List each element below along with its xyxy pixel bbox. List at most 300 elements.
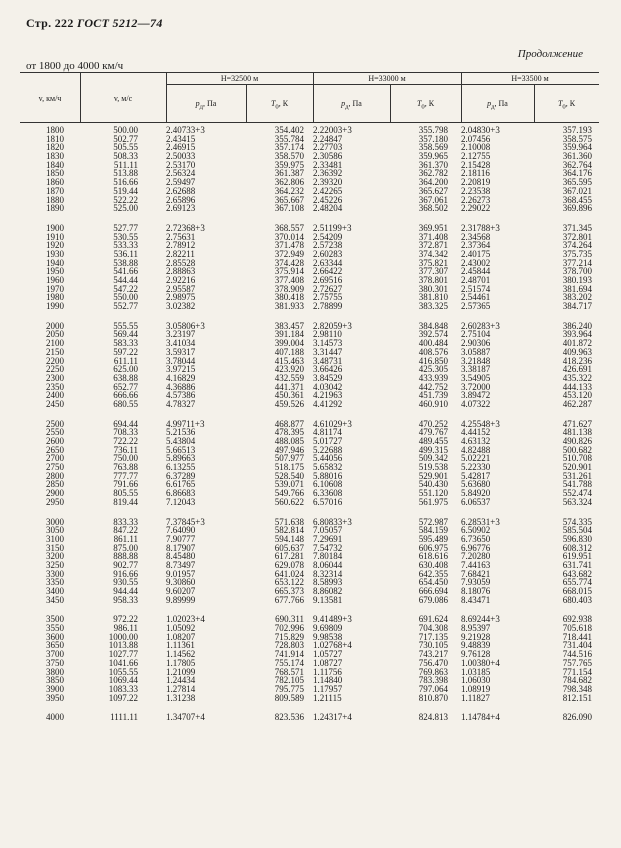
temperature-h1-cell: 768.571 xyxy=(274,666,304,677)
speed-ms-cell: 552.77 xyxy=(113,301,138,312)
speed-ms-cell: 972.22 xyxy=(113,614,138,625)
speed-ms-cell: 944.44 xyxy=(113,586,138,596)
speed-kmh-cell: 3650 xyxy=(46,640,64,651)
table-row xyxy=(20,518,599,527)
pressure-h3-cell: 2.29022 xyxy=(461,203,491,214)
pressure-h1-cell: 6.61765 xyxy=(166,479,196,490)
temperature-h1-cell: 378.909 xyxy=(274,283,304,294)
pressure-h1-cell: 2.53170 xyxy=(166,159,196,170)
speed-ms-cell: 547.22 xyxy=(113,283,138,294)
pressure-h1-cell: 4.16829 xyxy=(166,372,196,383)
speed-ms-cell: 1055.55 xyxy=(108,666,138,677)
speed-ms-cell: 680.55 xyxy=(113,398,138,409)
pressure-h1-cell: 1.08207 xyxy=(166,631,196,642)
table-row xyxy=(20,348,599,357)
table-row xyxy=(20,196,599,205)
pressure-h2-cell: 9.13581 xyxy=(313,594,343,605)
pressure-h3-cell: 2.40175 xyxy=(461,248,491,259)
temperature-h1-cell: 354.402 xyxy=(274,125,304,135)
pressure-h3-cell: 9.76128 xyxy=(461,649,491,660)
pressure-h3-cell: 3.05887 xyxy=(461,346,491,357)
temperature-h1-cell: 450.361 xyxy=(274,390,304,401)
speed-ms-cell: 583.33 xyxy=(113,338,138,349)
temperature-h1-cell: 358.570 xyxy=(274,151,304,162)
pressure-h3-cell: 2.04830+3 xyxy=(461,125,500,135)
table-header-rule xyxy=(20,122,599,123)
temperature-h1-cell: 560.622 xyxy=(274,496,304,507)
table-row xyxy=(20,152,599,161)
table-row xyxy=(20,685,599,694)
table-row xyxy=(20,552,599,561)
pressure-h3-cell: 6.06537 xyxy=(461,496,491,507)
pressure-h1-cell: 1.11361 xyxy=(166,640,195,651)
speed-kmh-cell: 3750 xyxy=(46,657,64,668)
speed-kmh-cell: 1940 xyxy=(46,257,64,268)
pressure-h1-cell: 4.99711+3 xyxy=(166,418,205,429)
pressure-h1-cell: 9.01957 xyxy=(166,568,196,579)
speed-kmh-cell: 2950 xyxy=(46,496,64,507)
temperature-h2-cell: 642.355 xyxy=(418,568,448,579)
pressure-h1-cell: 1.05092 xyxy=(166,623,196,634)
pressure-h2-cell: 8.32314 xyxy=(313,568,343,579)
speed-kmh-cell: 2100 xyxy=(46,338,64,349)
temperature-h2-cell: 540.430 xyxy=(418,479,448,490)
speed-kmh-cell: 1970 xyxy=(46,283,64,294)
temperature-h3-cell: 462.287 xyxy=(562,398,592,409)
row-group xyxy=(20,322,599,409)
pressure-h1-cell: 3.59317 xyxy=(166,346,196,357)
temperature-h1-cell: 367.108 xyxy=(274,203,304,214)
pressure-h1-cell: 1.17805 xyxy=(166,657,196,668)
pressure-h2-cell: 2.48204 xyxy=(313,203,343,214)
temperature-h1-cell: 374.428 xyxy=(274,257,304,268)
pressure-h2-cell: 4.41292 xyxy=(313,398,343,409)
pressure-h1-cell: 2.92216 xyxy=(166,275,196,285)
table-row xyxy=(20,570,599,579)
pressure-h1-cell: 5.66513 xyxy=(166,444,196,455)
header-pressure-3: $p_д$, Па xyxy=(487,99,508,111)
pressure-h1-cell: 2.65896 xyxy=(166,194,196,205)
speed-ms-cell: 513.88 xyxy=(113,168,138,179)
temperature-h2-cell: 630.408 xyxy=(418,559,448,570)
pressure-h1-cell: 2.50033 xyxy=(166,151,196,162)
speed-ms-cell: 508.33 xyxy=(113,151,138,162)
temperature-h3-cell: 361.360 xyxy=(562,151,592,162)
pressure-h1-cell: 3.78044 xyxy=(166,355,196,366)
row-group xyxy=(20,518,599,605)
pressure-h2-cell: 6.57016 xyxy=(313,496,343,507)
pressure-h1-cell: 2.88863 xyxy=(166,266,196,277)
temperature-h2-cell: 479.767 xyxy=(418,427,448,438)
speed-ms-cell: 500.00 xyxy=(113,125,138,135)
pressure-h3-cell: 2.60283+3 xyxy=(461,320,500,331)
header-altitude-3: H=33500 м xyxy=(511,74,549,83)
pressure-h1-cell: 8.17907 xyxy=(166,542,196,553)
header-v-ms: v, м/с xyxy=(113,94,133,103)
speed-ms-cell: 750.00 xyxy=(113,453,138,464)
pressure-h1-cell: 9.89999 xyxy=(166,594,196,605)
temperature-h3-cell: 444.133 xyxy=(562,381,592,392)
temperature-h3-cell: 409.963 xyxy=(562,346,592,357)
speed-ms-cell: 516.66 xyxy=(113,177,138,188)
temperature-h3-cell: 481.138 xyxy=(562,427,592,438)
table-row xyxy=(20,463,599,472)
pressure-h2-cell: 5.22688 xyxy=(313,444,343,455)
temperature-h3-cell: 393.964 xyxy=(562,329,592,340)
temperature-h2-cell: 451.739 xyxy=(418,390,448,401)
table-row xyxy=(20,161,599,170)
temperature-h2-cell: 381.810 xyxy=(418,292,448,303)
speed-ms-cell: 736.11 xyxy=(113,444,138,455)
temperature-h2-cell: 519.538 xyxy=(418,462,448,473)
temperature-h1-cell: 478.395 xyxy=(274,427,304,438)
pressure-h1-cell: 1.27814 xyxy=(166,683,196,694)
temperature-h2-cell: 408.576 xyxy=(418,346,448,357)
header-temperature-2: $T_0$, К xyxy=(416,99,435,111)
temperature-h2-cell: 359.965 xyxy=(418,151,448,162)
pressure-h2-cell: 1.21115 xyxy=(313,692,342,703)
pressure-h2-cell: 2.63344 xyxy=(313,257,343,268)
table-row xyxy=(20,383,599,392)
pressure-h1-cell: 2.62688 xyxy=(166,185,196,196)
pressure-h2-cell: 2.98110 xyxy=(313,329,342,340)
speed-ms-cell: 763.88 xyxy=(113,462,138,473)
pressure-h3-cell: 8.18076 xyxy=(461,586,491,596)
temperature-h2-cell: 383.325 xyxy=(418,301,448,312)
pressure-h3-cell: 2.10008 xyxy=(461,142,491,153)
temperature-h3-cell: 471.627 xyxy=(562,418,592,429)
table-body xyxy=(20,126,599,733)
speed-kmh-cell: 1870 xyxy=(46,185,64,196)
pressure-h2-cell: 3.84529 xyxy=(313,372,343,383)
table-row xyxy=(20,233,599,242)
speed-ms-cell: 530.55 xyxy=(113,231,138,242)
speed-kmh-cell: 1980 xyxy=(46,292,64,303)
temperature-h1-cell: 368.557 xyxy=(274,222,304,233)
speed-ms-cell: 555.55 xyxy=(113,320,138,331)
pressure-h2-cell: 7.54732 xyxy=(313,542,343,553)
temperature-h3-cell: 692.938 xyxy=(562,614,592,625)
temperature-h3-cell: 798.348 xyxy=(562,683,592,694)
speed-ms-cell: 833.33 xyxy=(113,516,138,527)
table-row xyxy=(20,400,599,409)
speed-ms-cell: 1027.77 xyxy=(108,649,138,660)
temperature-h1-cell: 361.387 xyxy=(274,168,304,179)
pressure-h1-cell: 6.37289 xyxy=(166,470,196,481)
temperature-h1-cell: 549.766 xyxy=(274,488,304,499)
pressure-h2-cell: 2.51199+3 xyxy=(313,222,352,233)
temperature-h3-cell: 372.801 xyxy=(562,231,592,242)
pressure-h1-cell: 1.24434 xyxy=(166,675,196,686)
pressure-h2-cell: 3.48731 xyxy=(313,355,343,366)
pressure-h2-cell: 3.31447 xyxy=(313,346,343,357)
speed-kmh-cell: 1890 xyxy=(46,203,64,214)
temperature-h2-cell: 378.801 xyxy=(418,275,448,285)
pressure-h3-cell: 6.73650 xyxy=(461,533,491,544)
pressure-h3-cell: 1.00380+4 xyxy=(461,657,500,668)
table-row xyxy=(20,650,599,659)
speed-kmh-cell: 3300 xyxy=(46,568,64,579)
pressure-h3-cell: 2.54461 xyxy=(461,292,491,303)
pressure-h3-cell: 8.95397 xyxy=(461,623,491,634)
speed-kmh-cell: 2150 xyxy=(46,346,64,357)
speed-ms-cell: 533.33 xyxy=(113,240,138,251)
pressure-h3-cell: 3.89472 xyxy=(461,390,491,401)
pressure-h2-cell: 1.24317+4 xyxy=(313,712,352,723)
pressure-h1-cell: 4.36886 xyxy=(166,381,196,392)
pressure-h2-cell: 1.17957 xyxy=(313,683,343,694)
temperature-h2-cell: 368.502 xyxy=(418,203,448,214)
temperature-h1-cell: 355.784 xyxy=(274,133,304,144)
temperature-h1-cell: 488.085 xyxy=(274,436,304,446)
table-row xyxy=(20,204,599,213)
speed-kmh-cell: 3200 xyxy=(46,551,64,562)
temperature-h2-cell: 584.159 xyxy=(418,525,448,536)
pressure-h2-cell: 1.05727 xyxy=(313,649,343,660)
pressure-h3-cell: 5.22330 xyxy=(461,462,491,473)
temperature-h3-cell: 378.700 xyxy=(562,266,592,277)
temperature-h3-cell: 619.951 xyxy=(562,551,592,562)
temperature-h2-cell: 704.308 xyxy=(418,623,448,634)
pressure-h3-cell: 3.38187 xyxy=(461,364,491,375)
speed-kmh-cell: 1810 xyxy=(46,133,64,144)
table-row xyxy=(20,357,599,366)
temperature-h2-cell: 824.813 xyxy=(418,712,448,723)
temperature-h2-cell: 756.470 xyxy=(418,657,448,668)
table-row xyxy=(20,178,599,187)
pressure-h2-cell: 9.69809 xyxy=(313,623,343,634)
speed-kmh-cell: 3800 xyxy=(46,666,64,677)
table-row xyxy=(20,391,599,400)
pressure-h2-cell: 4.81174 xyxy=(313,427,342,438)
temperature-h1-cell: 795.775 xyxy=(274,683,304,694)
pressure-h3-cell: 2.34568 xyxy=(461,231,491,242)
speed-ms-cell: 694.44 xyxy=(113,418,138,429)
speed-ms-cell: 536.11 xyxy=(113,248,138,259)
temperature-h2-cell: 377.307 xyxy=(418,266,448,277)
temperature-h3-cell: 668.015 xyxy=(562,586,592,596)
table-row xyxy=(20,187,599,196)
pressure-h1-cell: 9.30860 xyxy=(166,577,196,588)
speed-kmh-cell: 1880 xyxy=(46,194,64,205)
table-row xyxy=(20,267,599,276)
temperature-h2-cell: 489.455 xyxy=(418,436,448,446)
speed-ms-cell: 511.11 xyxy=(113,159,138,170)
pressure-h3-cell: 2.23538 xyxy=(461,185,491,196)
speed-kmh-cell: 3900 xyxy=(46,683,64,694)
pressure-h2-cell: 8.06044 xyxy=(313,559,343,570)
temperature-h3-cell: 364.176 xyxy=(562,168,592,179)
pressure-h1-cell: 3.23197 xyxy=(166,329,196,340)
temperature-h1-cell: 507.977 xyxy=(274,453,304,464)
pressure-h3-cell: 2.37364 xyxy=(461,240,491,251)
pressure-h2-cell: 4.03042 xyxy=(313,381,343,392)
temperature-h2-cell: 372.871 xyxy=(418,240,448,251)
table-row xyxy=(20,480,599,489)
speed-kmh-cell: 2550 xyxy=(46,427,64,438)
pressure-h2-cell: 5.65832 xyxy=(313,462,343,473)
temperature-h3-cell: 500.682 xyxy=(562,444,592,455)
pressure-h3-cell: 5.63680 xyxy=(461,479,491,490)
pressure-h2-cell: 6.80833+3 xyxy=(313,516,352,527)
pressure-h1-cell: 2.75631 xyxy=(166,231,196,242)
table-row xyxy=(20,561,599,570)
temperature-h2-cell: 595.489 xyxy=(418,533,448,544)
temperature-h2-cell: 679.086 xyxy=(418,594,448,605)
pressure-h1-cell: 7.64090 xyxy=(166,525,196,536)
pressure-h2-cell: 2.72627 xyxy=(313,283,343,294)
pressure-h1-cell: 5.21536 xyxy=(166,427,196,438)
pressure-h1-cell: 5.43804 xyxy=(166,436,196,446)
speed-kmh-cell: 3950 xyxy=(46,692,64,703)
pressure-h3-cell: 5.42817 xyxy=(461,470,491,481)
header-temperature-1: $T_0$, К xyxy=(270,99,289,111)
temperature-h3-cell: 381.694 xyxy=(562,283,592,294)
temperature-h2-cell: 358.569 xyxy=(418,142,448,153)
temperature-h3-cell: 357.193 xyxy=(562,125,592,135)
pressure-h3-cell: 2.31788+3 xyxy=(461,222,500,233)
pressure-h1-cell: 6.13255 xyxy=(166,462,196,473)
table-row xyxy=(20,668,599,677)
temperature-h2-cell: 797.064 xyxy=(418,683,448,694)
page-header xyxy=(26,16,163,31)
temperature-h3-cell: 631.741 xyxy=(562,559,592,570)
pressure-h3-cell: 2.48701 xyxy=(461,275,491,285)
speed-kmh-cell: 2500 xyxy=(46,418,64,429)
temperature-h1-cell: 497.946 xyxy=(274,444,304,455)
temperature-h1-cell: 375.914 xyxy=(274,266,304,277)
speed-ms-cell: 791.66 xyxy=(113,479,138,490)
pressure-h2-cell: 2.69516 xyxy=(313,275,343,285)
temperature-h1-cell: 641.024 xyxy=(274,568,304,579)
table-row xyxy=(20,420,599,429)
speed-kmh-cell: 3500 xyxy=(46,614,64,625)
pressure-h2-cell: 2.82059+3 xyxy=(313,320,352,331)
temperature-h3-cell: 718.441 xyxy=(562,631,592,642)
temperature-h1-cell: 364.232 xyxy=(274,185,304,196)
temperature-h1-cell: 677.766 xyxy=(274,594,304,605)
speed-kmh-cell: 2350 xyxy=(46,381,64,392)
speed-ms-cell: 708.33 xyxy=(113,427,138,438)
header-pressure-1: $p_д$, Па xyxy=(195,99,217,111)
temperature-h3-cell: 784.682 xyxy=(562,675,592,686)
table-row xyxy=(20,365,599,374)
pressure-h3-cell: 2.45844 xyxy=(461,266,491,277)
pressure-h2-cell: 5.88016 xyxy=(313,470,343,481)
speed-ms-cell: 550.00 xyxy=(113,292,138,303)
temperature-h2-cell: 364.200 xyxy=(418,177,448,188)
speed-ms-cell: 519.44 xyxy=(113,185,138,196)
temperature-h3-cell: 490.826 xyxy=(562,436,592,446)
temperature-h1-cell: 728.803 xyxy=(274,640,304,651)
speed-kmh-cell: 2650 xyxy=(46,444,64,455)
temperature-h2-cell: 783.398 xyxy=(418,675,448,686)
temperature-h3-cell: 520.901 xyxy=(562,462,592,473)
pressure-h3-cell: 8.69244+3 xyxy=(461,614,500,625)
temperature-h2-cell: 691.624 xyxy=(418,614,448,625)
temperature-h2-cell: 717.135 xyxy=(418,631,448,642)
temperature-h1-cell: 377.408 xyxy=(274,275,304,285)
temperature-h1-cell: 383.457 xyxy=(274,320,304,331)
temperature-h1-cell: 380.418 xyxy=(274,292,304,303)
temperature-h3-cell: 608.312 xyxy=(562,542,592,553)
speed-ms-cell: 638.88 xyxy=(113,372,138,383)
table-row xyxy=(20,713,599,722)
temperature-h1-cell: 782.105 xyxy=(274,675,304,686)
table-row xyxy=(20,641,599,650)
speed-ms-cell: 1013.88 xyxy=(108,640,138,651)
pressure-h2-cell: 2.27703 xyxy=(313,142,343,153)
temperature-h3-cell: 418.236 xyxy=(562,355,592,366)
pressure-h2-cell: 6.33608 xyxy=(313,488,343,499)
pressure-h3-cell: 2.20819 xyxy=(461,177,491,188)
temperature-h3-cell: 371.345 xyxy=(562,222,592,233)
speed-ms-cell: 525.00 xyxy=(113,203,138,214)
pressure-h1-cell: 2.69123 xyxy=(166,203,196,214)
temperature-h1-cell: 441.371 xyxy=(274,381,304,392)
page-number: Стр. 222 xyxy=(26,16,74,30)
speed-kmh-cell: 3700 xyxy=(46,649,64,660)
pressure-h3-cell: 6.28531+3 xyxy=(461,516,500,527)
table-row xyxy=(20,259,599,268)
temperature-h2-cell: 355.798 xyxy=(418,125,448,135)
pressure-h2-cell: 9.41489+3 xyxy=(313,614,352,625)
pressure-h3-cell: 4.07322 xyxy=(461,398,491,409)
temperature-h1-cell: 617.281 xyxy=(274,551,304,562)
table-row xyxy=(20,169,599,178)
pressure-h1-cell: 2.95587 xyxy=(166,283,196,294)
pressure-h3-cell: 2.07456 xyxy=(461,133,491,144)
pressure-h3-cell: 7.68421 xyxy=(461,568,491,579)
speed-ms-cell: 522.22 xyxy=(113,194,138,205)
temperature-h3-cell: 367.021 xyxy=(562,185,592,196)
table-row xyxy=(20,587,599,596)
pressure-h3-cell: 8.43471 xyxy=(461,594,491,605)
speed-kmh-cell: 4000 xyxy=(46,712,64,723)
speed-kmh-cell: 1950 xyxy=(46,266,64,277)
speed-ms-cell: 722.22 xyxy=(113,436,138,446)
pressure-h1-cell: 2.78912 xyxy=(166,240,196,251)
pressure-h3-cell: 1.03185 xyxy=(461,666,491,677)
pressure-h2-cell: 7.29691 xyxy=(313,533,343,544)
pressure-h1-cell: 8.45480 xyxy=(166,551,196,562)
pressure-h3-cell: 1.08919 xyxy=(461,683,491,694)
temperature-h1-cell: 423.920 xyxy=(274,364,304,375)
pressure-h3-cell: 6.96776 xyxy=(461,542,491,553)
temperature-h3-cell: 680.403 xyxy=(562,594,592,605)
table-row xyxy=(20,135,599,144)
pressure-h1-cell: 2.46915 xyxy=(166,142,196,153)
temperature-h3-cell: 362.764 xyxy=(562,159,592,170)
temperature-h3-cell: 643.682 xyxy=(562,568,592,579)
table-row xyxy=(20,535,599,544)
speed-ms-cell: 597.22 xyxy=(113,346,138,357)
speed-ms-cell: 847.22 xyxy=(113,525,138,536)
temperature-h1-cell: 371.478 xyxy=(274,240,304,251)
table-row xyxy=(20,330,599,339)
speed-kmh-cell: 2900 xyxy=(46,488,64,499)
speed-kmh-cell: 2450 xyxy=(46,398,64,409)
speed-kmh-cell: 1960 xyxy=(46,275,64,285)
speed-ms-cell: 777.77 xyxy=(113,470,138,481)
temperature-h3-cell: 401.872 xyxy=(562,338,592,349)
temperature-h2-cell: 362.782 xyxy=(418,168,448,179)
speed-ms-cell: 888.88 xyxy=(113,551,138,562)
pressure-h2-cell: 1.11756 xyxy=(313,666,342,677)
temperature-h2-cell: 810.870 xyxy=(418,692,448,703)
pressure-h1-cell: 7.37845+3 xyxy=(166,516,205,527)
speed-kmh-cell: 1930 xyxy=(46,248,64,259)
